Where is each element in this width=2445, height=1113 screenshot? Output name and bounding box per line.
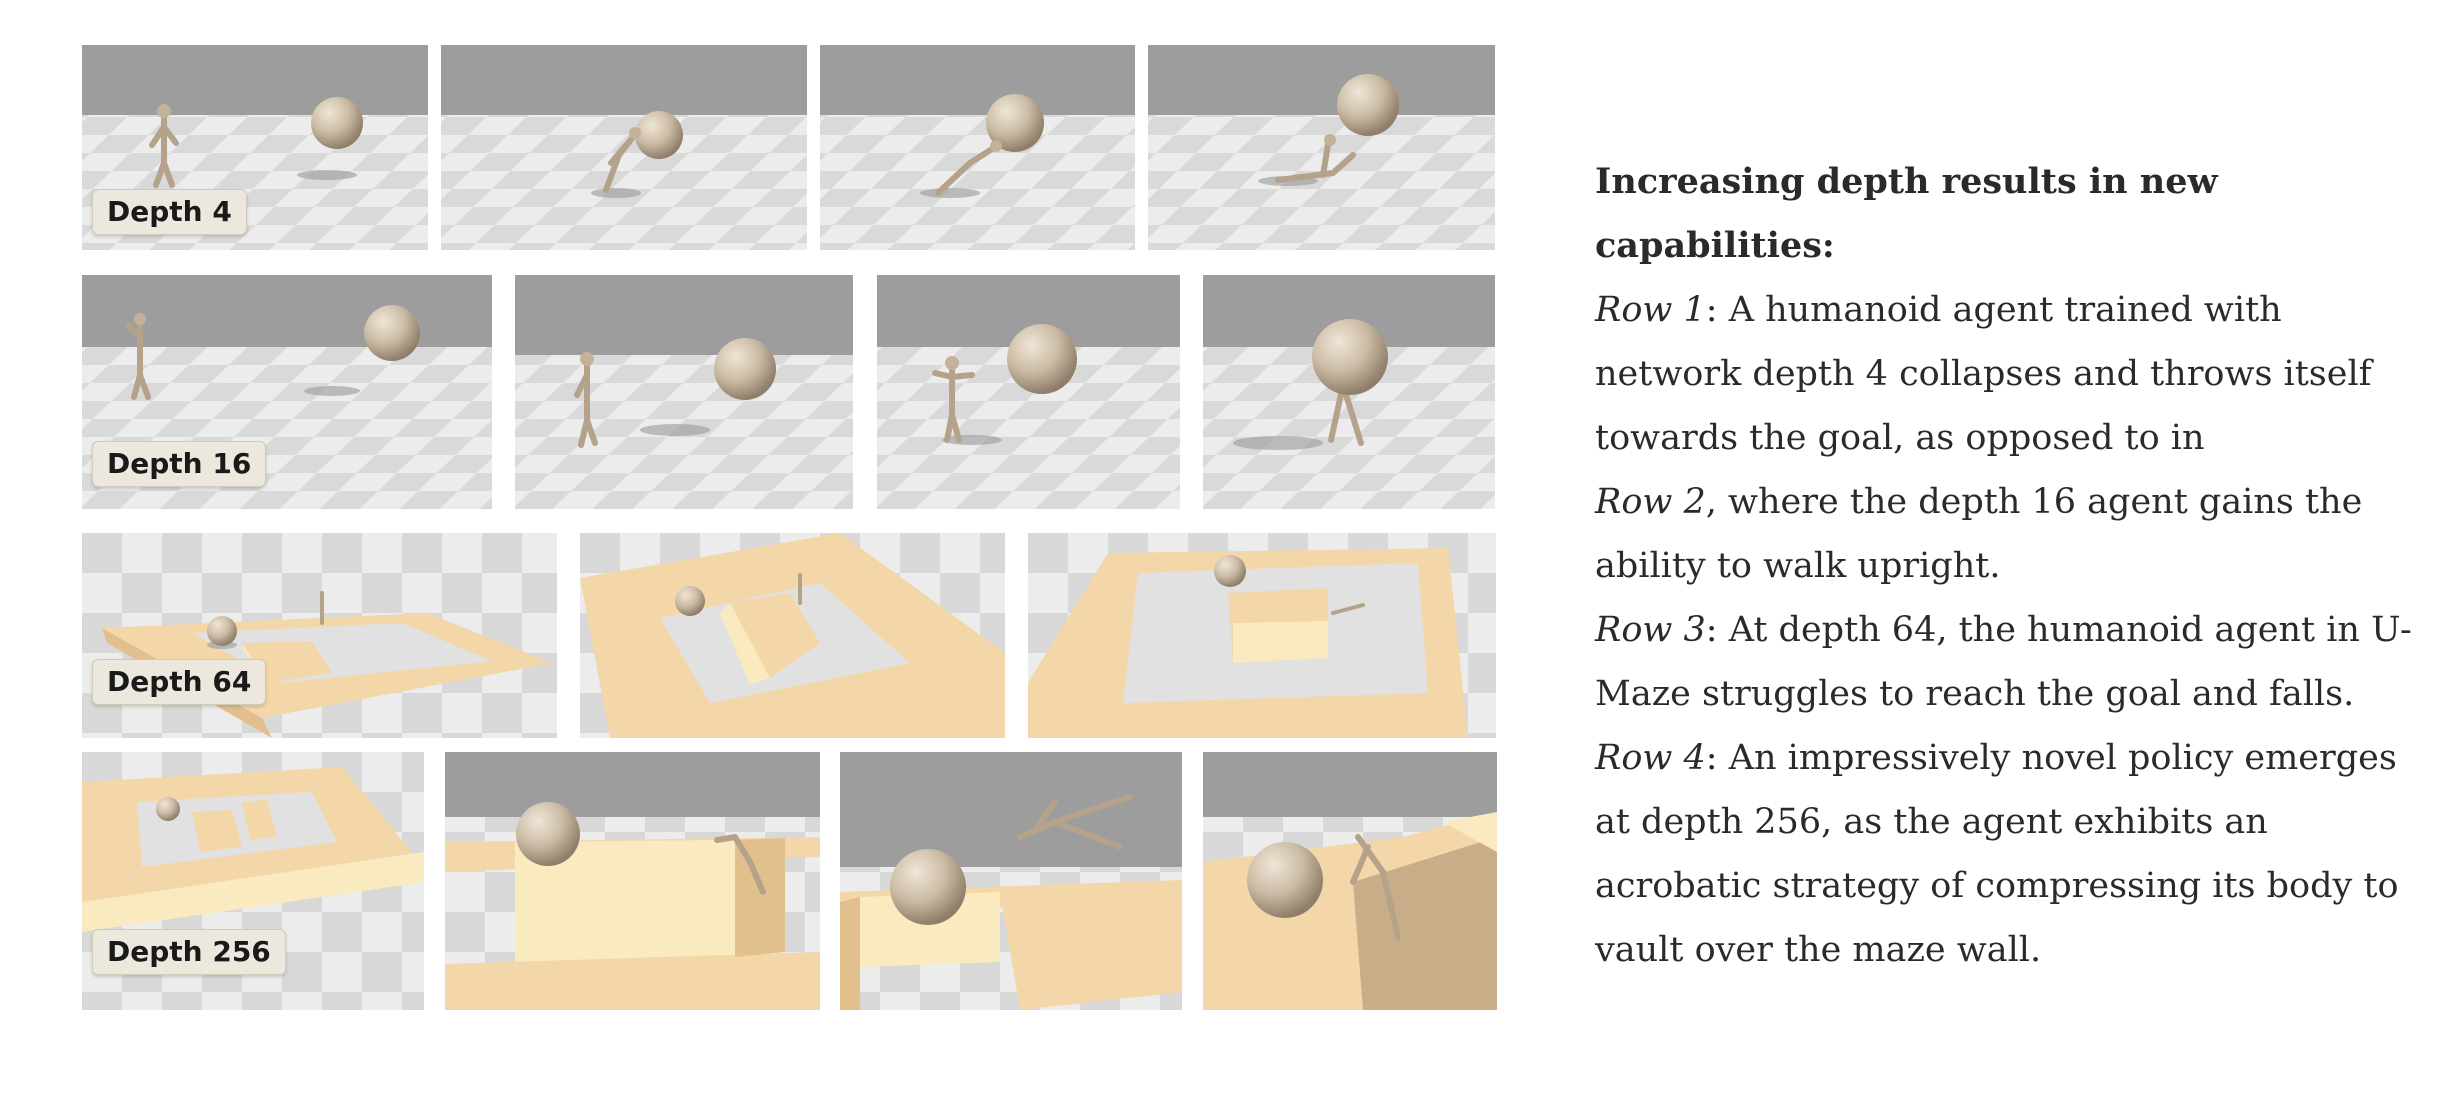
caption [1595,150,2425,982]
row3-panel-2 [580,533,1005,738]
row2-panel-4 [1203,275,1495,509]
row4-panel-3 [840,752,1182,1010]
depth-label-row2: Depth 16 [92,441,266,487]
depth-label-row3: Depth 64 [92,659,266,705]
scene-image [1028,533,1496,738]
scene-image [441,45,807,250]
caption-row3 [1595,598,2425,726]
row4-panel-4 [1203,752,1497,1010]
caption-row1-lead: Row 1 [1595,290,1706,330]
row2-panel-2 [515,275,853,509]
scene-image [1203,752,1497,1010]
scene-image [840,752,1182,1010]
scene-image [820,45,1135,250]
scene-image [1203,275,1495,509]
caption-row4-lead: Row 4 [1595,738,1706,778]
caption-heading: Increasing depth results in new capabilities: [1595,161,2218,266]
row3-panel-3 [1028,533,1496,738]
caption-row2-text: , where the depth 16 agent gains the ability to walk upright. [1595,482,2363,586]
caption-row3-lead: Row 3 [1595,610,1706,650]
scene-image [515,275,853,509]
depth-label-row1: Depth 4 [92,189,247,235]
row4-panel-2 [445,752,820,1010]
scene-image [580,533,1005,738]
depth-label-row4: Depth 256 [92,929,286,975]
row1-panel-3 [820,45,1135,250]
scene-image [1148,45,1495,250]
caption-row3-text: : At depth 64, the humanoid agent in U-Maze struggles to reach the goal and falls. [1595,610,2412,714]
caption-row1-text: : A humanoid agent trained with network depth 4 collapses and throws itself towards the goal, as opposed to in [1595,290,2372,458]
row1-panel-4 [1148,45,1495,250]
caption-row4-text: : An impressively novel policy emerges at depth 256, as the agent exhibits an acrobatic strategy of compressing its body to vault over the maze wall. [1595,738,2399,970]
scene-image [82,533,557,738]
row2-panel-3 [877,275,1180,509]
caption-row2-lead: Row 2 [1595,482,1706,522]
caption-row2 [1595,470,2425,598]
scene-image [445,752,820,1010]
row3-panel-1 [82,533,557,738]
caption-row4 [1595,726,2425,982]
caption-row1 [1595,278,2425,470]
scene-image [877,275,1180,509]
row1-panel-2 [441,45,807,250]
